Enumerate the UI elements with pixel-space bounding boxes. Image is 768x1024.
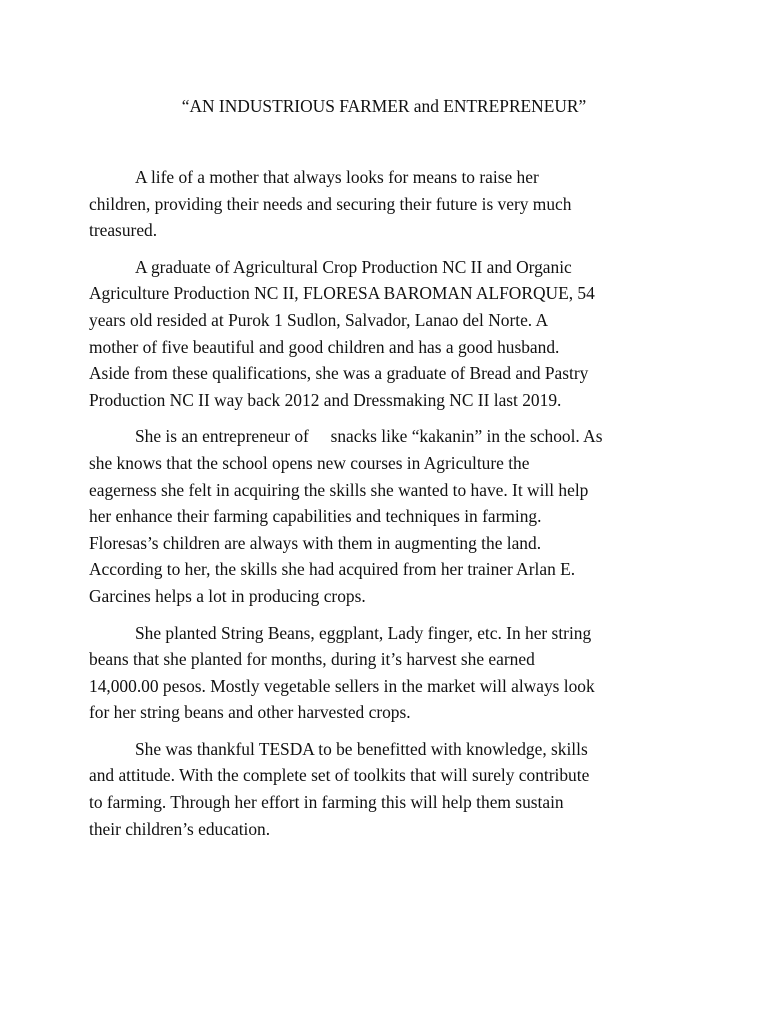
paragraph-line: She planted String Beans, eggplant, Lady finger, etc. In her string [135, 622, 592, 643]
paragraph-line: 14,000.00 pesos. Mostly vegetable sellers in the market will always look [89, 675, 595, 696]
paragraph-line: and attitude. With the complete set of toolkits that will surely contribute [89, 765, 590, 786]
paragraph-line: she knows that the school opens new courses in Agriculture the [89, 452, 530, 473]
paragraph-line: Garcines helps a lot in producing crops. [89, 585, 366, 606]
paragraph-line: A life of a mother that always looks for means to raise her [135, 167, 539, 187]
document-title: “AN INDUSTRIOUS FARMER and ENTREPRENEUR” [181, 96, 587, 116]
paragraph-line: Production NC II way back 2012 and Dressmaking NC II last 2019. [89, 389, 562, 410]
paragraph-line: their children’s education. [89, 818, 271, 839]
paragraph-line: for her string beans and other harvested crops. [89, 702, 411, 723]
paragraph-line: treasured. [89, 220, 158, 241]
document-body [89, 164, 689, 852]
paragraph-2 [89, 254, 689, 414]
paragraph-4 [89, 620, 689, 726]
paragraph-line: to farming. Through her effort in farming this will help them sustain [89, 792, 564, 813]
paragraph-line: years old resided at Purok 1 Sudlon, Salvador, Lanao del Norte. A [89, 309, 549, 330]
paragraph-line: Aside from these qualifications, she was a graduate of Bread and Pastry [89, 363, 589, 384]
paragraph-line: mother of five beautiful and good children and has a good husband. [89, 336, 560, 357]
paragraph-line: eagerness she felt in acquiring the skills she wanted to have. It will help [89, 479, 589, 500]
paragraph-line: her enhance their farming capabilities and techniques in farming. [89, 506, 542, 527]
paragraph-line: She is an entrepreneur of snacks like “kakanin” in the school. As [135, 426, 603, 447]
paragraph-line: She was thankful TESDA to be benefitted with knowledge, skills [135, 738, 588, 759]
paragraph-line: Agriculture Production NC II, FLORESA BAROMAN ALFORQUE, 54 [89, 283, 595, 304]
paragraph-line: children, providing their needs and securing their future is very much [89, 193, 572, 214]
paragraph-1 [89, 164, 689, 244]
paragraph-5 [89, 736, 689, 842]
paragraph-line: Floresas’s children are always with them in augmenting the land. [89, 532, 542, 553]
paragraph-line: beans that she planted for months, during it’s harvest she earned [89, 649, 535, 670]
paragraph-3 [89, 423, 689, 609]
paragraph-line: A graduate of Agricultural Crop Production NC II and Organic [135, 256, 572, 277]
paragraph-line: According to her, the skills she had acquired from her trainer Arlan E. [89, 559, 576, 580]
